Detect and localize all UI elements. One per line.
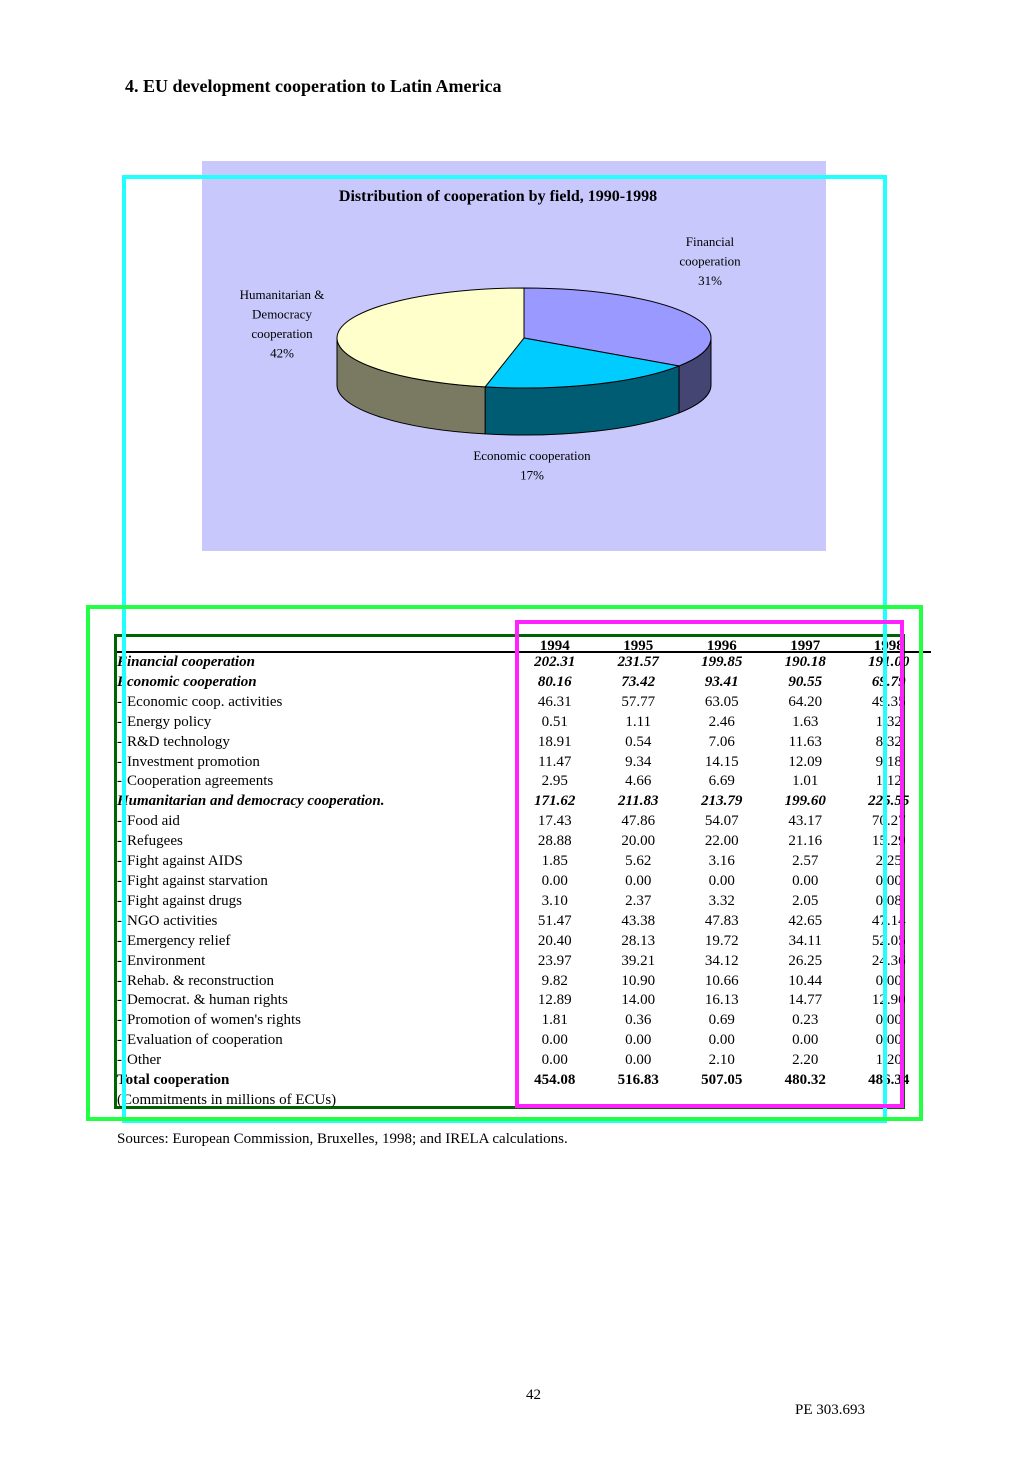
sub-item-dash: -: [117, 1012, 122, 1029]
value-cell: 93.41: [704, 673, 739, 690]
value-cell: 199.85: [701, 654, 743, 670]
value-cell: 4.66: [625, 773, 652, 790]
value-cell: 0.00: [875, 972, 902, 989]
row-label: [117, 772, 513, 792]
value-cell: 0.00: [792, 872, 819, 889]
row-label-text: Investment promotion: [127, 753, 260, 770]
table-row: [117, 1031, 931, 1051]
sub-item-dash: -: [117, 1052, 122, 1069]
row-label-text: Evaluation of cooperation: [127, 1032, 283, 1049]
value-cell: 190.18: [784, 654, 826, 670]
chart-title: Distribution of cooperation by field, 1990-1998: [338, 188, 658, 205]
value-cell: 2.20: [792, 1052, 819, 1069]
sub-item-dash: -: [117, 932, 122, 949]
value-cell: 22.00: [704, 833, 739, 850]
value-cell: 0.00: [541, 1032, 568, 1049]
table-row: [117, 892, 931, 912]
value-cell: 0.00: [625, 1052, 652, 1069]
row-label: [117, 872, 513, 892]
value-cell: 3.16: [708, 853, 735, 870]
value-cell: 9.82: [541, 972, 568, 989]
sub-item-dash: -: [117, 833, 122, 850]
value-cell: 47.14: [871, 912, 906, 929]
value-cell: 9.34: [625, 753, 652, 770]
value-cell: 54.07: [704, 813, 739, 830]
sub-item-dash: -: [117, 872, 122, 889]
row-label-text: Democrat. & human rights: [127, 992, 288, 1009]
value-cell: 28.13: [621, 932, 656, 949]
value-cell: 90.55: [788, 673, 823, 690]
row-label-text: Other: [127, 1052, 162, 1069]
value-cell: 16.13: [704, 992, 739, 1009]
value-cell: 10.66: [704, 972, 739, 989]
table-row: [117, 713, 931, 733]
value-cell: 51.47: [537, 912, 572, 929]
value-cell: 1.32: [875, 713, 902, 730]
header-year: 1998: [847, 637, 931, 652]
row-label: [117, 713, 513, 733]
value-cell: 2.95: [541, 773, 568, 790]
value-cell: 1.01: [792, 773, 819, 790]
sub-item-dash: -: [117, 912, 122, 929]
row-label-text: Emergency relief: [127, 932, 231, 949]
value-cell: 1.11: [625, 713, 652, 730]
table-note-row: [117, 1091, 931, 1111]
value-cell: 0.69: [708, 1012, 735, 1029]
slice-label: [679, 234, 741, 288]
table-row: [117, 932, 931, 952]
value-cell: 5.62: [625, 853, 652, 870]
cooperation-table: [117, 637, 931, 1111]
row-label-text: Economic coop. activities: [127, 693, 283, 710]
row-label-text: Rehab. & reconstruction: [127, 972, 275, 989]
value-cell: 11.47: [538, 753, 572, 770]
row-label-text: Refugees: [127, 833, 183, 850]
row-label-text: Financial cooperation: [117, 654, 255, 670]
value-cell: 0.00: [625, 1032, 652, 1049]
value-cell: 46.31: [537, 693, 572, 710]
row-label-text: Total cooperation: [117, 1072, 230, 1089]
value-cell: 0.00: [875, 1012, 902, 1029]
section-heading: 4. EU development cooperation to Latin America: [125, 76, 502, 96]
row-label: [117, 1031, 513, 1051]
value-cell: 24.36: [871, 952, 906, 969]
pie-layer: [337, 288, 711, 435]
value-cell: 1.12: [875, 773, 902, 790]
value-cell: 57.77: [621, 693, 656, 710]
header-year: 1997: [764, 637, 848, 652]
value-cell: 43.38: [621, 912, 656, 929]
slice-label: [473, 448, 591, 483]
value-cell: 14.15: [704, 753, 739, 770]
value-cell: 20.00: [621, 833, 656, 850]
value-cell: 73.42: [621, 673, 656, 690]
row-label-text: R&D technology: [127, 733, 230, 750]
pie-chart-panel: [202, 161, 826, 551]
value-cell: 480.32: [784, 1072, 826, 1089]
row-label: [117, 693, 513, 713]
row-label: [117, 652, 513, 673]
value-cell: 2.57: [792, 853, 819, 870]
slice-label-line: Economic cooperation: [473, 448, 591, 463]
value-cell: 1.63: [792, 713, 819, 730]
slice-label-line: cooperation: [679, 253, 741, 269]
table-row: [117, 772, 931, 792]
value-cell: 28.88: [537, 833, 572, 850]
row-label-text: Fight against starvation: [127, 872, 268, 889]
table-row: [117, 852, 931, 872]
row-label: [117, 1051, 513, 1071]
sub-item-dash: -: [117, 753, 122, 770]
slice-label-line: Humanitarian &: [239, 287, 325, 302]
value-cell: 21.16: [788, 833, 823, 850]
value-cell: 171.62: [534, 793, 576, 810]
value-cell: 2.10: [708, 1052, 735, 1069]
table-row: [117, 991, 931, 1011]
value-cell: 0.00: [708, 1032, 735, 1049]
value-cell: 0.54: [625, 733, 652, 750]
value-cell: 6.69: [708, 773, 735, 790]
value-cell: 15.29: [871, 833, 906, 850]
value-cell: 12.89: [537, 992, 572, 1009]
row-label: [117, 753, 513, 773]
value-cell: 47.86: [621, 813, 656, 830]
table-units-note: (Commitments in millions of ECUs): [117, 1091, 337, 1108]
row-label-text: Promotion of women's rights: [127, 1012, 301, 1029]
value-cell: 12.90: [871, 992, 906, 1009]
sub-item-dash: -: [117, 1032, 122, 1049]
table-row: [117, 912, 931, 932]
slice-label-line: Financial: [685, 234, 735, 249]
value-cell: 17.43: [537, 813, 572, 830]
value-cell: 26.25: [788, 952, 823, 969]
row-label: [117, 852, 513, 872]
slice-label: [240, 287, 325, 361]
row-label: [117, 792, 513, 812]
value-cell: 34.11: [788, 932, 822, 949]
row-label: [117, 972, 513, 992]
value-cell: 2.46: [708, 713, 735, 730]
value-cell: 18.91: [537, 733, 572, 750]
table-row: [117, 812, 931, 832]
table-row: [117, 832, 931, 852]
row-label: [117, 812, 513, 832]
value-cell: 231.57: [617, 654, 659, 670]
row-label-text: Environment: [127, 952, 206, 969]
value-cell: 14.77: [788, 992, 823, 1009]
sub-item-dash: -: [117, 693, 122, 710]
value-cell: 43.17: [788, 813, 823, 830]
value-cell: 213.79: [701, 793, 743, 810]
slice-label-line: 42%: [270, 345, 294, 361]
value-cell: 507.05: [701, 1072, 743, 1089]
row-label: [117, 932, 513, 952]
value-cell: 0.08: [875, 892, 902, 909]
sub-item-dash: -: [117, 813, 122, 830]
value-cell: 0.00: [875, 1032, 902, 1049]
value-cell: 3.10: [541, 892, 568, 909]
row-label-text: Cooperation agreements: [127, 773, 274, 790]
row-label-text: Economic cooperation: [117, 673, 257, 690]
value-cell: 47.83: [704, 912, 739, 929]
row-label: [117, 733, 513, 753]
page-number: 42: [526, 1387, 541, 1403]
row-label: [117, 1011, 513, 1031]
value-cell: 14.00: [621, 992, 656, 1009]
slice-label-line: 31%: [698, 273, 722, 288]
value-cell: 1.81: [541, 1012, 568, 1029]
row-label: [117, 912, 513, 932]
table-header-row: [117, 637, 931, 652]
value-cell: 10.90: [621, 972, 656, 989]
value-cell: 2.05: [792, 892, 819, 909]
slice-label-line: 17%: [520, 467, 544, 483]
cooperation-table-frame: [114, 634, 910, 1109]
value-cell: 0.00: [708, 872, 735, 889]
row-label: [117, 991, 513, 1011]
row-label: [117, 952, 513, 972]
value-cell: 454.08: [534, 1072, 576, 1089]
row-label: [117, 673, 513, 693]
sub-item-dash: -: [117, 733, 122, 750]
value-cell: 3.32: [708, 892, 735, 909]
value-cell: 70.27: [871, 813, 906, 830]
value-cell: 1.85: [541, 853, 568, 870]
table-row: [117, 733, 931, 753]
header-year: 1995: [597, 637, 681, 652]
value-cell: 9.18: [875, 753, 902, 770]
value-cell: 12.09: [788, 753, 823, 770]
value-cell: 1.20: [875, 1052, 902, 1069]
table-row: [117, 872, 931, 892]
table-row: [117, 972, 931, 992]
slice-label-line: cooperation: [251, 326, 313, 341]
value-cell: 0.23: [792, 1012, 819, 1029]
slice-label-line: Democracy: [252, 306, 312, 322]
value-cell: 63.05: [704, 693, 739, 710]
value-cell: 0.51: [541, 713, 568, 730]
row-label: [117, 832, 513, 852]
table-row: [117, 1051, 931, 1071]
sub-item-dash: -: [117, 853, 122, 870]
sub-item-dash: -: [117, 773, 122, 790]
row-label-text: Humanitarian and democracy cooperation.: [117, 793, 385, 810]
row-label: [117, 892, 513, 912]
sources-note: Sources: European Commission, Bruxelles, 1998; and IRELA calculations.: [117, 1131, 568, 1147]
value-cell: 0.00: [792, 1032, 819, 1049]
table-row-category: [117, 673, 931, 693]
value-cell: 20.40: [537, 932, 572, 949]
value-cell: 191.00: [868, 654, 910, 670]
value-cell: 7.06: [708, 733, 735, 750]
sub-item-dash: -: [117, 892, 122, 909]
pie-chart: [202, 161, 826, 551]
value-cell: 69.79: [871, 673, 906, 690]
value-cell: 0.36: [625, 1012, 652, 1029]
document-reference: PE 303.693: [795, 1402, 866, 1418]
header-year: 1994: [513, 637, 597, 652]
header-label-cell: [117, 637, 513, 652]
value-cell: 486.34: [868, 1072, 910, 1089]
value-cell: 199.60: [784, 793, 826, 810]
value-cell: 0.00: [625, 872, 652, 889]
table-row-category: [117, 792, 931, 812]
sub-item-dash: -: [117, 972, 122, 989]
row-label-text: NGO activities: [127, 912, 218, 929]
value-cell: 39.21: [621, 952, 656, 969]
value-cell: 52.05: [871, 932, 906, 949]
value-cell: 2.37: [625, 892, 652, 909]
value-cell: 10.44: [788, 972, 823, 989]
row-label-text: Fight against drugs: [127, 892, 242, 909]
table-row: [117, 1011, 931, 1031]
sub-item-dash: -: [117, 952, 122, 969]
table-row: [117, 753, 931, 773]
value-cell: 34.12: [704, 952, 739, 969]
sub-item-dash: -: [117, 992, 122, 1009]
table-row-category: [117, 652, 931, 673]
header-year: 1996: [680, 637, 764, 652]
table-row-total: [117, 1071, 931, 1091]
value-cell: 49.35: [871, 693, 906, 710]
value-cell: 23.97: [537, 952, 572, 969]
value-cell: 42.65: [788, 912, 823, 929]
table-row: [117, 693, 931, 713]
value-cell: 0.00: [541, 872, 568, 889]
value-cell: 19.72: [704, 932, 739, 949]
value-cell: 211.83: [618, 793, 659, 810]
row-label-text: Food aid: [127, 813, 180, 830]
value-cell: 516.83: [617, 1072, 659, 1089]
value-cell: 202.31: [534, 654, 576, 670]
value-cell: 80.16: [537, 673, 572, 690]
row-label: [117, 1071, 513, 1091]
table-row: [117, 952, 931, 972]
value-cell: 64.20: [788, 693, 823, 710]
value-cell: 2.25: [875, 853, 902, 870]
value-cell: 0.00: [875, 872, 902, 889]
row-label-text: Energy policy: [127, 713, 212, 730]
value-cell: 11.63: [788, 733, 822, 750]
value-cell: 0.00: [541, 1052, 568, 1069]
value-cell: 225.55: [868, 793, 910, 810]
value-cell: 8.32: [875, 733, 902, 750]
sub-item-dash: -: [117, 713, 122, 730]
row-label-text: Fight against AIDS: [127, 853, 243, 870]
table-body: [117, 652, 931, 1111]
